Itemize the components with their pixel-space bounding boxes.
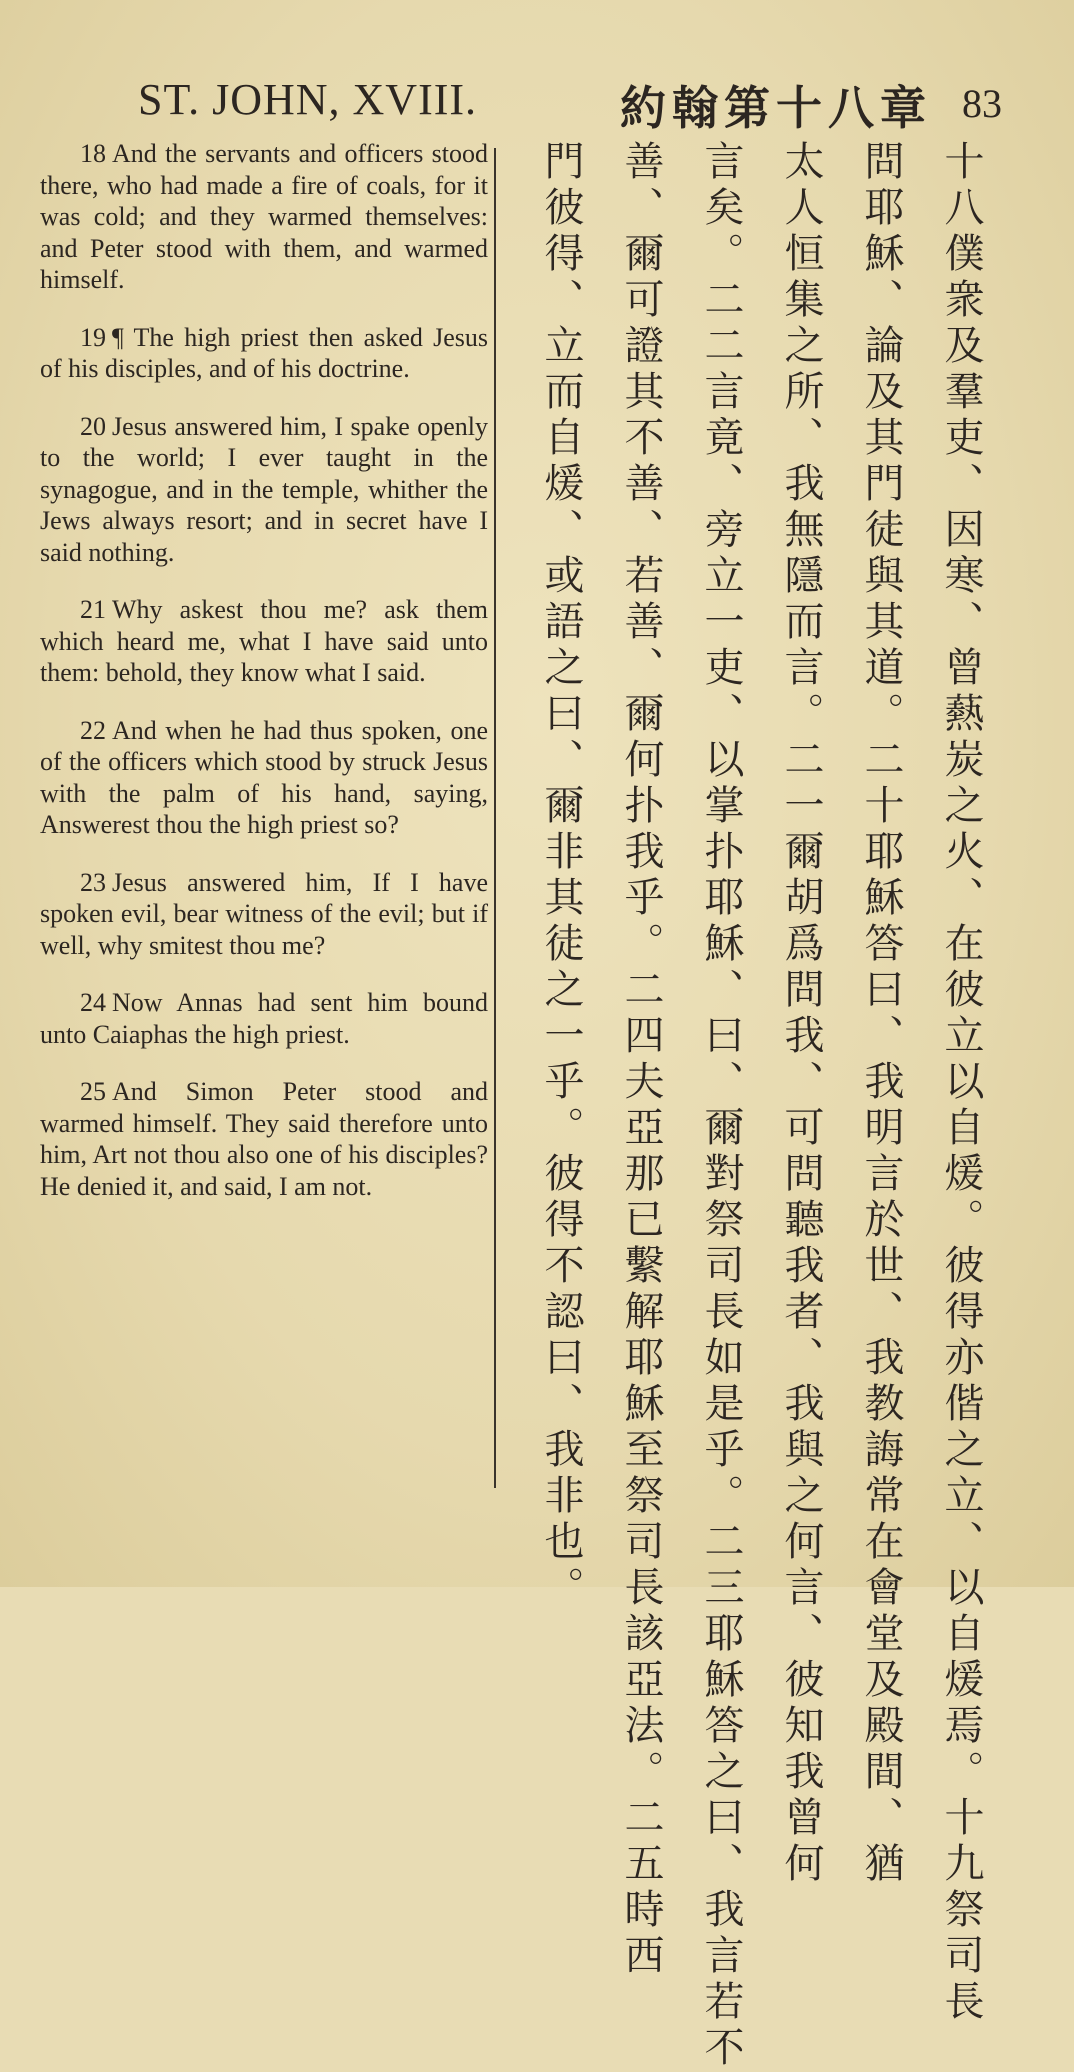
chinese-column: 太人恒集之所、我無隱而言。二一爾胡爲問我、可問聽我者、我與之何言、彼知我曾何 — [778, 140, 824, 1888]
chinese-column: 門彼得、立而自煖、或語之曰、爾非其徒之一乎。彼得不認曰、我非也。 — [538, 140, 584, 1612]
verse-number: 22 — [80, 715, 106, 745]
verse-text: Now Annas had sent him bound unto Caiaphas the high priest. — [40, 988, 488, 1049]
chinese-text-block — [0, 140, 1074, 2072]
verse-number: 19 — [80, 322, 106, 352]
verse-text: And when he had thus spoken, one of the officers which stood by struck Jesus with the palm of his hand, saying, Answerest thou the high priest so? — [40, 715, 488, 839]
verse-text: And Simon Peter stood and warmed himself. They said therefore unto him, Art not thou also one of his disciples? He denied it, and said, I am not. — [40, 1077, 488, 1201]
verse-text: Jesus answered him, I spake openly to the world; I ever taught in the synagogue, and in the temple, whither the Jews always resort; and in secret have I said nothing. — [40, 411, 488, 567]
verse-text: And the servants and officers stood there, who had made a fire of coals, for it was cold; and they warmed themselves: and Peter stood with them, and warmed himself. — [40, 139, 488, 294]
chinese-running-title: 約翰第十八章 — [620, 81, 932, 135]
verse-number: 25 — [80, 1077, 106, 1106]
english-running-title: ST. JOHN, XVIII. — [138, 75, 478, 124]
verse-number: 24 — [80, 988, 106, 1017]
verse-number: 18 — [80, 139, 106, 168]
chinese-column: 問耶穌、論及其門徒與其道。二十耶穌答曰、我明言於世、我教誨常在會堂及殿間、猶 — [858, 140, 904, 1888]
page-number: 83 — [962, 81, 1002, 126]
verse-text: ¶ The high priest then asked Jesus of his disciples, and of his doctrine. — [40, 322, 488, 383]
verse-text: Why askest thou me? ask them which heard me, what I have said unto them: behold, they know what I said. — [40, 595, 488, 687]
verse-number: 23 — [80, 867, 106, 897]
verse-number: 21 — [80, 595, 106, 624]
chinese-column: 言矣。二二言竟、旁立一吏、以掌扑耶穌、曰、爾對祭司長如是乎。二三耶穌答之曰、我言若不 — [698, 140, 744, 2072]
chinese-column: 十八僕衆及羣吏、因寒、曾爇炭之火、在彼立以自煖。彼得亦偕之立、以自煖焉。十九祭司長 — [938, 140, 984, 2026]
verse-number: 20 — [80, 411, 106, 441]
verse-text: Jesus answered him, If I have spoken evil, bear witness of the evil; but if well, why smitest thou me? — [40, 867, 488, 960]
chinese-column: 善、爾可證其不善、若善、爾何扑我乎。二四夫亞那已繫解耶穌至祭司長該亞法。二五時西 — [618, 140, 664, 1980]
